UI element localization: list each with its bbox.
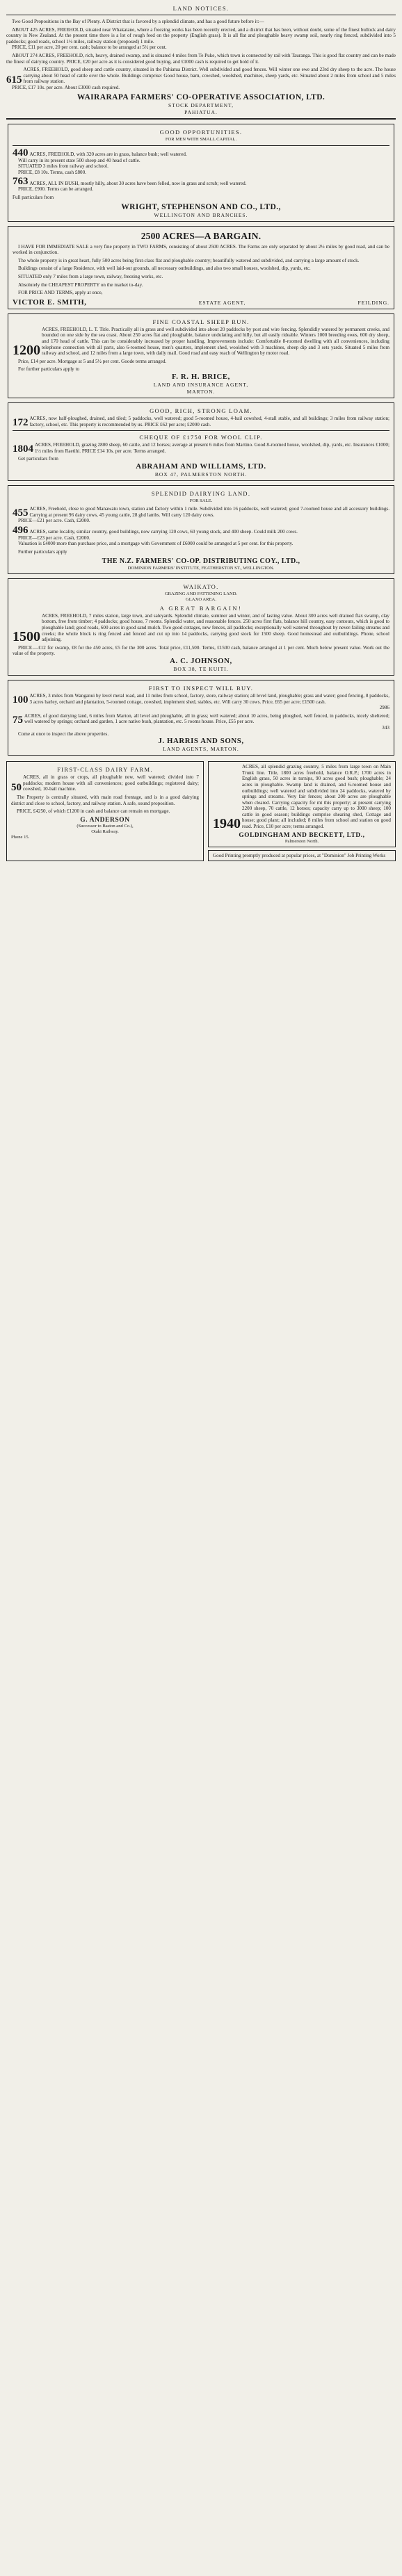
listing-entry: [6, 67, 396, 85]
acreage-number: 100: [13, 694, 29, 706]
listing-text: ACRES, FREEHOLD, grazing 2800 sheep, 60 cattle, and 12 horses; average at present 6 miles from Martino. Good 8-roomed house, woolshed, dip, yards, etc. Insurances £1000; 1½ miles from Raetihi. PRICE £14 10s. per acre. Terms arranged.: [35, 442, 389, 454]
agent-town: FEILDING.: [357, 299, 389, 306]
listing-entry: [13, 442, 389, 454]
listing-price: PRICE, £8 10s. Terms, cash £800.: [18, 169, 86, 175]
listing-abraham-williams: [8, 402, 394, 481]
listing-subtitle: GLAXO AREA.: [186, 596, 216, 602]
agent-town: Palmerston North.: [284, 838, 319, 844]
listing-text: FOR PRICE AND TERMS, apply at once,: [18, 290, 103, 296]
listing-text: ACRES, now half-ploughed, drained, and tiled; 5 paddocks, well watered; good 5-roomed house, 4-bail cowshed, 4-stall stable, and all buildings; 3 miles from railway station; factory, school, etc. This property is recommended by us. PRICE £62 per acre; £2000 cash.: [29, 415, 389, 427]
acreage-number: 1804: [13, 443, 33, 455]
intro-text: Two Good Propositions in the Bay of Plenty. A District that is favored by a splendid climate, and has a good future before it:—: [12, 19, 264, 24]
listing-title: GOOD, RICH, STRONG LOAM.: [150, 407, 252, 414]
agent-role: LAND AND INSURANCE AGENT,: [153, 381, 249, 388]
listing-entry: [13, 416, 389, 427]
listing-entry: [13, 327, 389, 357]
listing-text: ACRES, FREEHOLD, good sheep and cattle country, situated in the Pahiatua District. Well subdivided and good fences. Will winter one ewe and 23rd dry sheep to the acre. The house carrying about 50 head of cattle over the whole. Buildings comprise: Good house, barn, cowshed, woolshed, machines, sheep yards, etc. Situated about 2 miles from school and 5 miles from railway station.: [23, 67, 396, 85]
listing-price: Price, £14 per acre. Mortgage at 5 and 5½ per cent. Goode terms arranged.: [18, 358, 167, 364]
listing-title: A GREAT BARGAIN!: [159, 604, 243, 612]
agent-town: MARTON.: [186, 388, 216, 395]
divider: [6, 118, 396, 120]
acreage-number: 50: [11, 781, 22, 793]
acreage-number: 440: [13, 147, 29, 158]
agent-town: Otaki Railway.: [91, 829, 119, 834]
listing-price: PRICE, £900. Terms can be arranged.: [18, 186, 94, 193]
particulars-line: Further particulars apply: [18, 548, 67, 555]
listing-text: ACRES, same locality, similar country, good buildings, now carrying 120 cows, 60 young stock, and 400 sheep. Could milk 200 cows.: [29, 529, 298, 535]
acreage-number: 75: [13, 714, 23, 726]
listing-text: Come at once to inspect the above properties.: [18, 731, 109, 737]
listing-entry: [13, 177, 389, 186]
listing-title: WAIKATO.: [183, 582, 219, 590]
agent-name: F. R. H. BRICE,: [172, 372, 230, 381]
listing-price: PRICE, £4250, of which £1200 in cash and balance can remain on mortgage.: [17, 808, 170, 815]
listing-first-to-inspect: [8, 680, 394, 756]
agent-name: G. ANDERSON: [80, 816, 130, 824]
listing-text: SITUATED only 7 miles from a large town, railway, freezing works, etc.: [18, 273, 163, 279]
listing-entry: [11, 774, 199, 792]
listing-text: ACRES, FREEHOLD, 7 miles station, large town, and saleyards. Splendid climate, summer and winter, and of lasting value. About 300 acres well drained flax swamp, clay bottom, free from timber; 4 paddocks; good house, 7 rooms. Splendid water, and reasonable fences. 250 acres first flats, balance hill country, easy contours, which is good to ploughable land; good roads, 600 acres in good sand mulch. Two good cottages, new fences, all paddocks; exceptionally well watered throughout by never-failing streams and creeks; the whole block is ring fenced and fenced and cut up into 14 paddocks, carrying good stock for 1500 sheep. Good homestead and outbuildings. Phone, school adjoining.: [42, 612, 389, 643]
reference-code: 343: [382, 724, 389, 731]
acreage-number: 496: [13, 524, 29, 536]
listing-text: ACRES, 3 miles from Wanganui by level metal road, and 11 miles from school, factory, store, railway station; all level land, ploughable; grass and water; good fencing, 8 paddocks, 3 acres barley, orchard and plantation, 5-roomed cottage, cowshed, implement shed, stables, etc. Will carry 30 cows. Price, £65 per acre; £1500 cash.: [29, 692, 389, 705]
acreage-number: 763: [13, 176, 29, 188]
listing-title: GOOD OPPORTUNITIES.: [159, 128, 243, 136]
agent-role: ESTATE AGENT,: [198, 299, 246, 306]
listing-entry: [13, 713, 389, 725]
listing-title: SPLENDID DAIRYING LAND.: [151, 489, 251, 497]
listing-text: The whole property is in great heart, fully 500 acres being first-class flat and ploughable country; beautifully watered and subdivided, and carrying a large amount of stock.: [18, 257, 360, 263]
reference-code: 2986: [379, 705, 389, 711]
listing-text: Buildings consist of a large Residence, with well laid-out grounds, all necessary outbuildings, and also two small houses, woolshed, dip, yards, etc.: [18, 266, 311, 272]
acreage-number: 455: [13, 507, 29, 519]
acreage-number: 1940: [213, 815, 241, 831]
agent-name: VICTOR E. SMITH,: [13, 297, 87, 307]
agency-department: STOCK DEPARTMENT,: [168, 101, 234, 108]
listing-text: Absolutely the CHEAPEST PROPERTY on the market to-day.: [18, 282, 143, 288]
agency-name: WRIGHT, STEPHENSON AND CO., LTD.,: [121, 202, 281, 211]
listing-price: PRICE.—£12 for swamp, £8 for the 450 acres, £5 for the 300 acres. Total price, £11,500. Terms, £1500 cash, balance arranged at 1 per cent. Much below present value. Work out the value of the property.: [13, 644, 389, 657]
listing-entry: [13, 506, 389, 518]
listing-text: ACRES, all in grass or crops, all ploughable new, well watered; divided into 7 paddocks; modern house with all conveniences; good outbuildings; registered dairy; cowshed, 10-bail machine.: [23, 774, 199, 792]
acreage-number: 1200: [13, 342, 40, 358]
bottom-columns: [6, 760, 396, 863]
agency-town: PAHIATUA.: [184, 108, 218, 115]
listing-entry: [13, 526, 389, 535]
listing-waikato: [8, 578, 394, 676]
agency-name: THE N.Z. FARMERS' CO-OP. DISTRIBUTING COY., LTD.,: [102, 557, 300, 565]
newspaper-page: [6, 0, 396, 865]
listing-text: The Property is centrally situated, with main road frontage, and is in a good dairying district and close to school, factory, and railway station. A safe, sound proposition.: [11, 794, 199, 806]
listing-coastal-sheep-run: [8, 313, 394, 398]
particulars-line: Full particulars from: [13, 195, 54, 200]
agent-name: GOLDINGHAM AND BECKETT, LTD.,: [239, 831, 365, 839]
listing-text: ACRES, FREEHOLD, L. T. Title. Practically all in grass and well subdivided into about 20 paddocks by post and wire fencing. Splendidly watered by permanent creeks, and bounded on one side by the sea coast. About 250 acres flat and ploughable, balance undulating and hilly, but all easily rideable. Winters 1000 breeding ewes, 600 dry sheep, and 170 head of cattle. This can be considerably increased by proper handling. Improvements include: Comfortable 8-roomed dwelling with all conveniences, including telephone connection with all parts, also 6-roomed house, men's quarters, implement shed, woolshed with 3 machines, sheep dip and 3 sets yards. Situated 5 miles from railway and school, and 12 miles from a large town, with daily mail. Good road and easy reach of Wellington by motor road.: [42, 326, 389, 357]
listing-title: FIRST TO INSPECT WILL BUY.: [148, 684, 254, 692]
agency-branches: WELLINGTON AND BRANCHES.: [154, 211, 248, 218]
divider: [13, 145, 389, 146]
acreage-number: 172: [13, 417, 29, 429]
section-title: LAND NOTICES.: [172, 5, 230, 12]
listing-2500-acres: [8, 226, 394, 309]
listing-title: CHEQUE OF £1750 FOR WOOL CLIP.: [139, 434, 263, 441]
listing-price: PRICE, £17 10s. per acre. About £3000 cash required.: [12, 84, 120, 90]
agent-role: LAND AGENTS, MARTON.: [163, 746, 239, 753]
listing-entry: [13, 613, 389, 643]
listing-text: ACRES, all splendid grazing country, 5 miles from large town on Main Trunk line. Title, 1800 acres freehold, balance O.R.P.; 1700 acres in English grass, 50 acres in turnips, 90 acres good bush; ploughable; 24 acres in ploughable. Swamp land is drained, and 6-roomed house and outbuildings; well watered and subdivided into 24 paddocks, watered by springs and streams. Very fair fences; about 200 acres are ploughable when cleared. Carrying capacity for mt this property; at present carrying 2200 sheep, 70 cattle, 12 horses; capacity carry up to 3000 sheep; 100 cattle in good season; buildings comprise shearing shed, Cottage and house; good plant; all included; 8 miles from school and station on good road. Price, £10 per acre; terms arranged.: [242, 764, 391, 830]
listing-entry: [13, 149, 389, 158]
acreage-number: 1500: [13, 628, 40, 644]
agent-block: [13, 298, 389, 307]
listing-subtitle: FOR SALE.: [189, 498, 213, 503]
listing-text: ACRES, Freehold, close to good Manawatu town, station and factory within 1 mile. Subdivided into 16 paddocks, well watered; good 7-roomed house and all accessory buildings. Carrying at present 96 dairy cows, 45 young cattle, 28 ghd lambs. Will carry 120 dairy cows.: [29, 505, 389, 518]
printing-notice-text: Good Printing promptly produced at popular prices, at "Dominion" Job Printing Works: [213, 852, 386, 858]
listing-text: Will carry in its present state 500 sheep and 40 head of cattle.: [18, 157, 140, 163]
particulars-line: For further particulars apply to: [18, 366, 80, 373]
agent-address: BOX 38, TE KUITI.: [173, 665, 229, 672]
listing-subtitle: FOR MEN WITH SMALL CAPITAL.: [165, 136, 237, 142]
listing-text: SITUATED 3 miles from railway and school.: [18, 163, 108, 170]
listing-entry: [213, 764, 391, 830]
printing-notice: [208, 850, 396, 862]
agent-phone: Phone 15.: [11, 834, 30, 840]
listing-price: PRICE—£23 per acre. Cash, £2000.: [18, 535, 90, 541]
listing-1940-acres: [208, 761, 396, 847]
listing-text: Valuation is £4000 more than purchase price, and a mortgage with Government of £6000 could be arranged at 5 per cent. for this property.: [18, 541, 294, 547]
listing-price: PRICE—£21 per acre. Cash, £2000.: [18, 518, 90, 524]
listing-text: ACRES, of good dairying land, 6 miles from Marton, all level and ploughable, all in grass; well watered; about 10 acres, being ploughed, well fenced, in paddocks, nicely sheltered; well watered by springs; orchard and garden, 1 acre native bush, plantation, etc. 5 rooms house. Price, £55 per acre.: [24, 712, 389, 725]
listing-dairying-land: [8, 485, 394, 574]
agent-name: ABRAHAM AND WILLIAMS, LTD.: [136, 462, 266, 471]
listing-bay-of-plenty: [6, 19, 396, 115]
right-column: [208, 761, 396, 861]
listing-title: FINE COASTAL SHEEP RUN.: [152, 318, 250, 325]
listing-entry: [13, 693, 389, 705]
listing-title: 2500 ACRES—A BARGAIN.: [140, 230, 262, 241]
listing-good-opportunities: [8, 124, 394, 222]
agency-name: WAIRARAPA FARMERS' CO-OPERATIVE ASSOCIATION, LTD.: [77, 92, 325, 101]
agent-address: BOX 47, PALMERSTON NORTH.: [154, 471, 248, 478]
listing-price: PRICE, £11 per acre, 20 per cent. cash; balance to be arranged at 5½ per cent.: [12, 44, 167, 51]
acreage-number: 615: [6, 74, 22, 85]
agent-name: J. HARRIS AND SONS,: [158, 737, 244, 746]
agent-name: A. C. JOHNSON,: [170, 656, 232, 665]
divider: [13, 430, 389, 431]
agency-address: DOMINION FARMERS' INSTITUTE, FEATHERSTON ST., WELLINGTON.: [127, 565, 275, 571]
listing-first-class-dairy: [6, 761, 204, 861]
listing-subtitle: GRAZING AND FATTENING LAND.: [164, 591, 238, 596]
listing-text: ABOUT 425 ACRES, FREEHOLD, situated near Whakatane, where a freezing works has been recently erected, and a district that has been, without doubt, some of the finest bullock and dairy country in New Zealand. At the present time there is a lot of rough feed on the property (English grass). It is all flat and ploughable heavy swamp soil, nearly ring fenced, subdivided into 5 paddocks; good roads, school 1½ miles, railway station (proposed) 1 mile.: [6, 26, 396, 44]
listing-text: ACRES, FREEHOLD, with 320 acres are in grass, balance bush; well watered.: [29, 152, 187, 158]
listing-text: ACRES, ALL IN BUSH, mostly hilly, about 30 acres have been felled, now in grass and scrub; well watered.: [29, 180, 247, 186]
particulars-line: Get particulars from: [18, 456, 58, 462]
listing-text: I HAVE FOR IMMEDIATE SALE a very fine property in TWO FARMS, consisting of about 2500 ACRES. The Farms are only separated by about 2½ miles by good road, and can be worked in conjunction.: [13, 243, 389, 256]
agent-role: (Successor to Baston and Co.),: [77, 823, 134, 829]
listing-text: ABOUT 274 ACRES, FREEHOLD, rich, heavy, drained swamp, and is situated 4 miles from Te Puke, which town is connected by rail with Tauranga. This is good flat country and can be made the finest of dairying country. PRICE, £20 per acre as it is considered good buying, and £1000 cash is required to get hold of it.: [6, 52, 396, 65]
listing-title: FIRST-CLASS DAIRY FARM.: [57, 766, 153, 774]
